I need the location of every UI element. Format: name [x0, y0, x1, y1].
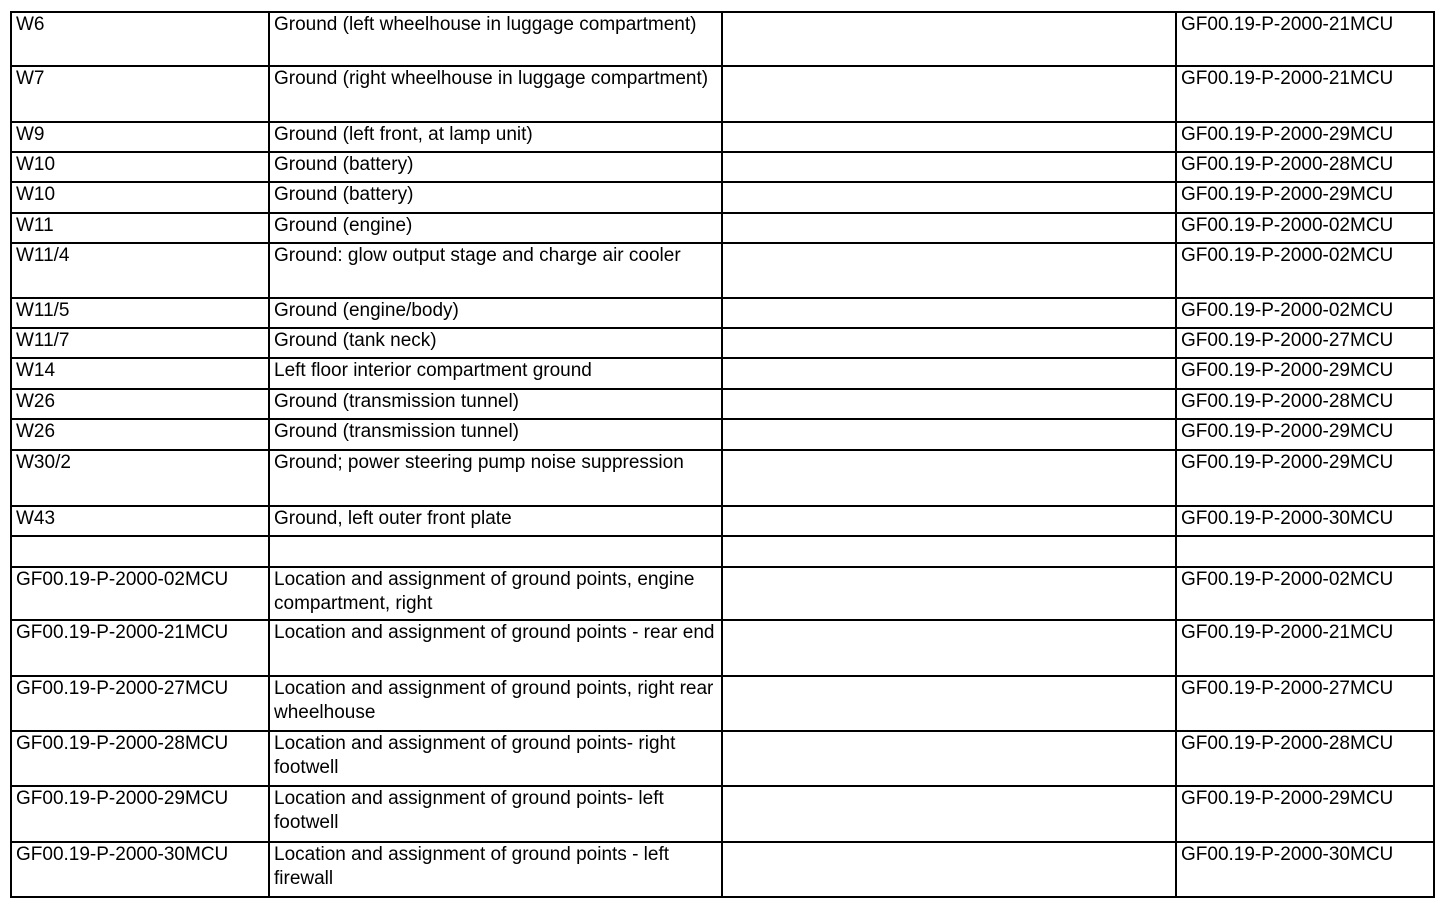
cell-empty	[722, 731, 1176, 786]
cell-reference: GF00.19-P-2000-30MCU	[1176, 842, 1434, 897]
cell-empty	[722, 676, 1176, 731]
cell-code: W11/7	[11, 328, 269, 358]
cell-description: Ground (battery)	[269, 152, 722, 182]
cell-description: Ground, left outer front plate	[269, 506, 722, 536]
cell-reference: GF00.19-P-2000-21MCU	[1176, 12, 1434, 66]
cell-reference: GF00.19-P-2000-28MCU	[1176, 152, 1434, 182]
cell-description: Ground: glow output stage and charge air cooler	[269, 243, 722, 298]
cell-reference: GF00.19-P-2000-28MCU	[1176, 731, 1434, 786]
cell-empty	[722, 842, 1176, 897]
cell-code: W10	[11, 182, 269, 213]
cell-reference	[1176, 536, 1434, 567]
cell-reference: GF00.19-P-2000-29MCU	[1176, 450, 1434, 506]
table-row	[11, 786, 1434, 842]
cell-code: W30/2	[11, 450, 269, 506]
table-row	[11, 243, 1434, 298]
table-row	[11, 122, 1434, 152]
cell-reference: GF00.19-P-2000-21MCU	[1176, 620, 1434, 676]
table-row	[11, 842, 1434, 897]
table-row	[11, 182, 1434, 213]
cell-empty	[722, 66, 1176, 122]
cell-code: W11/4	[11, 243, 269, 298]
cell-code: GF00.19-P-2000-29MCU	[11, 786, 269, 842]
cell-code: W11	[11, 213, 269, 243]
table-row	[11, 620, 1434, 676]
cell-reference: GF00.19-P-2000-29MCU	[1176, 182, 1434, 213]
cell-description: Location and assignment of ground points, right rear wheelhouse	[269, 676, 722, 731]
cell-empty	[722, 786, 1176, 842]
table-row	[11, 12, 1434, 66]
cell-description: Ground (transmission tunnel)	[269, 419, 722, 450]
cell-empty	[722, 213, 1176, 243]
cell-code: W11/5	[11, 298, 269, 328]
table-row	[11, 358, 1434, 389]
cell-code: GF00.19-P-2000-21MCU	[11, 620, 269, 676]
cell-reference: GF00.19-P-2000-29MCU	[1176, 358, 1434, 389]
cell-code: W43	[11, 506, 269, 536]
cell-code: W10	[11, 152, 269, 182]
cell-reference: GF00.19-P-2000-02MCU	[1176, 243, 1434, 298]
table-row	[11, 213, 1434, 243]
cell-description: Ground (battery)	[269, 182, 722, 213]
cell-empty	[722, 506, 1176, 536]
cell-description: Ground (tank neck)	[269, 328, 722, 358]
cell-code: GF00.19-P-2000-30MCU	[11, 842, 269, 897]
cell-empty	[722, 389, 1176, 419]
cell-description: Ground (right wheelhouse in luggage compartment)	[269, 66, 722, 122]
cell-reference: GF00.19-P-2000-02MCU	[1176, 298, 1434, 328]
table-row	[11, 567, 1434, 620]
cell-empty	[722, 450, 1176, 506]
cell-reference: GF00.19-P-2000-28MCU	[1176, 389, 1434, 419]
cell-code: W9	[11, 122, 269, 152]
cell-reference: GF00.19-P-2000-27MCU	[1176, 676, 1434, 731]
cell-empty	[722, 152, 1176, 182]
cell-description: Location and assignment of ground points - left firewall	[269, 842, 722, 897]
cell-empty	[722, 419, 1176, 450]
cell-description: Ground (left front, at lamp unit)	[269, 122, 722, 152]
table-row	[11, 536, 1434, 567]
cell-description: Ground; power steering pump noise suppression	[269, 450, 722, 506]
cell-code: GF00.19-P-2000-28MCU	[11, 731, 269, 786]
cell-empty	[722, 12, 1176, 66]
cell-reference: GF00.19-P-2000-02MCU	[1176, 213, 1434, 243]
cell-reference: GF00.19-P-2000-30MCU	[1176, 506, 1434, 536]
cell-code: W6	[11, 12, 269, 66]
cell-reference: GF00.19-P-2000-29MCU	[1176, 122, 1434, 152]
cell-code: W7	[11, 66, 269, 122]
cell-description	[269, 536, 722, 567]
table-row	[11, 506, 1434, 536]
table-row	[11, 66, 1434, 122]
cell-empty	[722, 122, 1176, 152]
cell-code: GF00.19-P-2000-27MCU	[11, 676, 269, 731]
cell-reference: GF00.19-P-2000-29MCU	[1176, 419, 1434, 450]
cell-code: W14	[11, 358, 269, 389]
table-row	[11, 676, 1434, 731]
cell-description: Location and assignment of ground points- right footwell	[269, 731, 722, 786]
cell-reference: GF00.19-P-2000-29MCU	[1176, 786, 1434, 842]
cell-description: Location and assignment of ground points - rear end	[269, 620, 722, 676]
table-row	[11, 328, 1434, 358]
cell-description: Location and assignment of ground points, engine compartment, right	[269, 567, 722, 620]
cell-empty	[722, 243, 1176, 298]
cell-empty	[722, 182, 1176, 213]
cell-code: W26	[11, 389, 269, 419]
cell-description: Left floor interior compartment ground	[269, 358, 722, 389]
cell-reference: GF00.19-P-2000-02MCU	[1176, 567, 1434, 620]
cell-description: Ground (left wheelhouse in luggage compartment)	[269, 12, 722, 66]
cell-code: W26	[11, 419, 269, 450]
table-row	[11, 450, 1434, 506]
table-row	[11, 731, 1434, 786]
table-row	[11, 152, 1434, 182]
cell-reference: GF00.19-P-2000-27MCU	[1176, 328, 1434, 358]
cell-empty	[722, 536, 1176, 567]
table-row	[11, 419, 1434, 450]
cell-empty	[722, 567, 1176, 620]
ground-points-table	[10, 11, 1435, 898]
cell-description: Ground (engine/body)	[269, 298, 722, 328]
table-body	[11, 12, 1434, 897]
cell-empty	[722, 358, 1176, 389]
cell-empty	[722, 328, 1176, 358]
cell-description: Ground (transmission tunnel)	[269, 389, 722, 419]
cell-reference: GF00.19-P-2000-21MCU	[1176, 66, 1434, 122]
table-row	[11, 389, 1434, 419]
cell-empty	[722, 620, 1176, 676]
cell-code: GF00.19-P-2000-02MCU	[11, 567, 269, 620]
cell-description: Ground (engine)	[269, 213, 722, 243]
cell-description: Location and assignment of ground points- left footwell	[269, 786, 722, 842]
cell-empty	[722, 298, 1176, 328]
table-row	[11, 298, 1434, 328]
cell-code	[11, 536, 269, 567]
